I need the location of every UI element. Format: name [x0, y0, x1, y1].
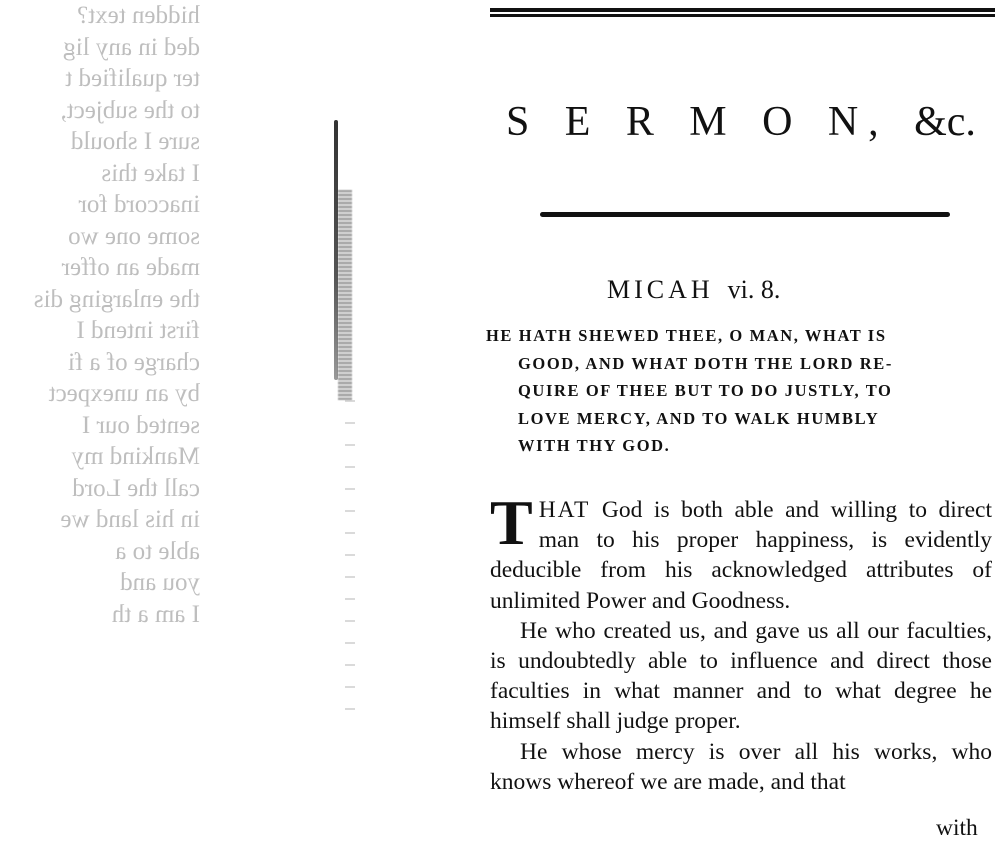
paragraph-1: [490, 487, 992, 616]
gutter-smudge: [338, 190, 352, 400]
bleed-line: first intend I: [76, 317, 200, 344]
verse-line: WITH THY GOD.: [518, 436, 671, 455]
verse-line: HE HATH SHEWED THEE, O MAN, WHAT IS: [486, 326, 887, 345]
bleed-line: sure I should: [70, 128, 200, 155]
heading-letter: R: [625, 99, 664, 145]
top-rule: [490, 8, 995, 12]
bleed-line: hidden text?: [77, 2, 200, 29]
verse-line: LOVE MERCY, AND TO WALK HUMBLY: [518, 408, 880, 428]
paragraph-1-text: God is both able and willing to direct man to his proper happiness, is evidently deducible from his acknowledged attributes of unlimited Power and Goodness.: [490, 497, 992, 614]
first-word: HAT: [538, 497, 591, 523]
bleed-line: you and: [120, 569, 200, 596]
bleed-line: made an offer: [61, 254, 200, 281]
bleed-line: some one wo: [68, 222, 200, 250]
drop-cap: T: [490, 487, 533, 558]
chapter-verse: vi. 8.: [727, 275, 781, 304]
bleed-line: I am a th: [111, 600, 200, 628]
verse-line: GOOD, AND WHAT DOTH THE LORD RE-: [518, 353, 893, 373]
heading-letter: E: [564, 99, 601, 145]
scripture-reference: [607, 275, 780, 305]
heading-etc: &c.: [914, 99, 976, 145]
bleed-line: inaccord for: [78, 191, 200, 218]
bleed-line: able to a: [115, 537, 200, 565]
heading-letter: O: [762, 99, 803, 145]
bleed-line: ter qualified t: [65, 65, 200, 92]
bleed-line: by an unexpect: [48, 380, 200, 407]
heading-letter: N,: [827, 99, 889, 145]
right-page: [480, 0, 1000, 846]
heading-letter: M: [689, 99, 737, 145]
bleed-through-text: [34, 0, 200, 630]
section-rule: [540, 212, 950, 217]
bleed-line: to the subject,: [60, 96, 200, 124]
bleed-line: Mankind my: [71, 443, 200, 470]
paragraph-2: He who created us, and gave us all our faculties, is undoubtedly able to influence and direct those faculties in what manner and to what degree he himself shall judge proper.: [490, 617, 992, 735]
catchword: with: [936, 815, 978, 841]
verse-line: QUIRE OF THEE BUT TO DO JUSTLY, TO: [518, 381, 893, 400]
sermon-body: [490, 487, 992, 797]
book-name: MICAH: [607, 275, 714, 304]
bleed-line: sented our I: [81, 411, 200, 439]
page-heading: [506, 98, 976, 146]
bleed-line: ded in any lig: [63, 33, 200, 61]
top-rule-thin: [490, 14, 995, 17]
bleed-line: charge of a fi: [67, 348, 200, 376]
gutter-marks: [345, 380, 355, 710]
page-gutter: [330, 120, 360, 390]
left-facing-page: [0, 0, 330, 846]
bleed-line: in his land we: [60, 506, 200, 533]
bleed-line: call the Lord: [72, 474, 200, 502]
bleed-line: the enlarging dis: [33, 285, 200, 313]
heading-letter: S: [506, 99, 540, 145]
scripture-text: [486, 322, 991, 460]
bleed-line: I take this: [101, 159, 200, 187]
paragraph-3: He whose mercy is over all his works, who knows whereof we are made, and that: [490, 738, 992, 795]
